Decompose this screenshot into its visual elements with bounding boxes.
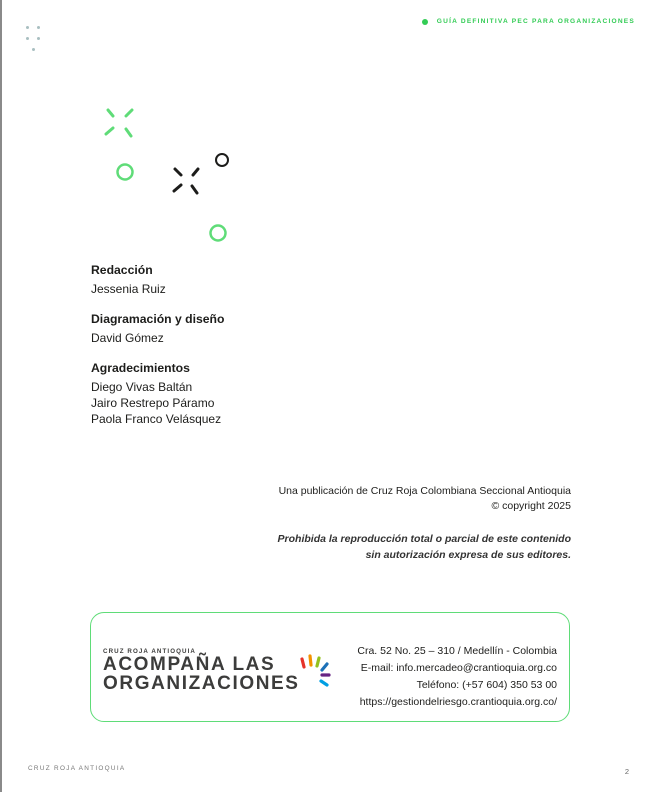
reproduction-line: Prohibida la reproducción total o parcial de este contenido [277,533,571,545]
page-number: 2 [624,767,629,776]
logo-line-2: ORGANIZACIONES [103,673,300,694]
credit-block-writing [91,262,224,297]
credit-block-acknowledgements [91,360,224,427]
green-burst-icon [106,110,132,136]
credit-name: Diego Vivas Baltán [91,380,193,394]
credit-title: Redacción [91,263,153,277]
green-ring-icon [118,165,133,180]
logo-burst-icon [296,653,332,693]
black-burst-icon [174,169,198,193]
publication-line: Una publicación de Cruz Roja Colombiana Seccional Antioquia [278,485,571,497]
contact-email[interactable]: E-mail: info.mercadeo@crantioquia.org.co [360,662,557,674]
publication-notice [279,484,571,514]
credit-title: Diagramación y diseño [91,312,225,326]
logo-org-name: CRUZ ROJA ANTIOQUIA [103,648,196,655]
contact-website-link[interactable]: https://gestiondelriesgo.crantioquia.org.co/ [359,696,557,708]
reproduction-line: sin autorización expresa de sus editores. [365,549,571,561]
contact-phone: Teléfono: (+57 604) 350 53 00 [416,679,557,691]
reproduction-notice [278,531,571,563]
header-guide-title: GUÍA DEFINITIVA PEC PARA ORGANIZACIONES [436,18,635,25]
green-ring-icon [211,226,226,241]
credit-title: Agradecimientos [91,361,190,375]
contact-card [90,612,570,722]
credit-name: David Gómez [91,331,164,345]
credits-section [91,262,224,441]
footer-org-name: CRUZ ROJA ANTIOQUIA [28,765,126,772]
contact-address: Cra. 52 No. 25 – 310 / Medellín - Colombia [357,645,557,657]
contact-info [357,643,557,711]
decorative-shapes [0,0,663,260]
credit-name: Paola Franco Velásquez [91,412,222,426]
acompana-logo [103,648,300,693]
credit-block-design [91,311,224,346]
black-ring-icon [216,154,228,166]
credit-name: Jessenia Ruiz [91,282,166,296]
copyright-line: © copyright 2025 [491,500,571,512]
logo-line-1: ACOMPAÑA LAS [103,654,276,675]
credit-name: Jairo Restrepo Páramo [91,396,215,410]
